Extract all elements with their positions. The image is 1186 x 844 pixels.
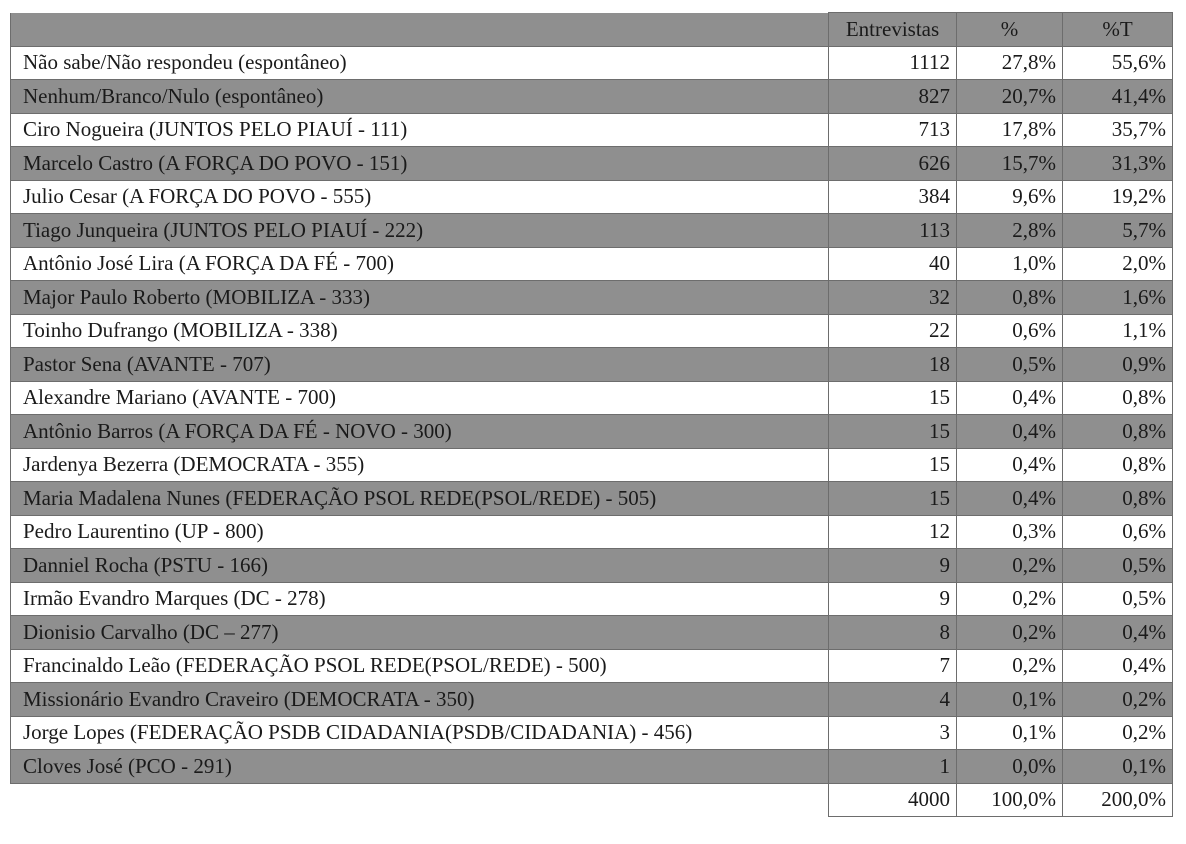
header-pct: % [957,13,1063,47]
table-row [11,549,1173,583]
candidate-name-cell: Pastor Sena (AVANTE - 707) [11,348,829,382]
table-row [11,582,1173,616]
pct-cell: 20,7% [957,80,1063,114]
candidate-name-cell: Major Paulo Roberto (MOBILIZA - 333) [11,281,829,315]
table-row [11,80,1173,114]
candidate-name-cell: Não sabe/Não respondeu (espontâneo) [11,46,829,80]
total-pct: 100,0% [957,783,1063,817]
candidate-name-cell: Irmão Evandro Marques (DC - 278) [11,582,829,616]
pct-t-cell: 0,8% [1063,415,1173,449]
candidate-name-cell: Jorge Lopes (FEDERAÇÃO PSDB CIDADANIA(PSDB/CIDADANIA) - 456) [11,716,829,750]
pct-t-cell: 2,0% [1063,247,1173,281]
pct-t-cell: 0,4% [1063,649,1173,683]
pct-t-cell: 0,5% [1063,582,1173,616]
pct-t-cell: 0,2% [1063,716,1173,750]
pct-cell: 17,8% [957,113,1063,147]
pct-t-cell: 0,2% [1063,683,1173,717]
entrevistas-cell: 9 [829,582,957,616]
pct-t-cell: 55,6% [1063,46,1173,80]
table-row [11,314,1173,348]
pct-t-cell: 31,3% [1063,147,1173,181]
pct-t-cell: 0,8% [1063,482,1173,516]
pct-cell: 1,0% [957,247,1063,281]
candidate-name-cell: Jardenya Bezerra (DEMOCRATA - 355) [11,448,829,482]
pct-cell: 0,2% [957,582,1063,616]
header-pct-t: %T [1063,13,1173,47]
pct-cell: 0,2% [957,649,1063,683]
entrevistas-cell: 22 [829,314,957,348]
table-row [11,113,1173,147]
table-row [11,46,1173,80]
pct-t-cell: 1,6% [1063,281,1173,315]
pct-t-cell: 19,2% [1063,180,1173,214]
pct-t-cell: 0,9% [1063,348,1173,382]
pct-cell: 0,3% [957,515,1063,549]
table-body [11,46,1173,783]
table-row [11,247,1173,281]
poll-results-document [10,12,1172,817]
candidate-name-cell: Cloves José (PCO - 291) [11,750,829,784]
entrevistas-cell: 713 [829,113,957,147]
table-row [11,649,1173,683]
pct-cell: 9,6% [957,180,1063,214]
candidate-name-cell: Julio Cesar (A FORÇA DO POVO - 555) [11,180,829,214]
table-row [11,448,1173,482]
entrevistas-cell: 626 [829,147,957,181]
pct-cell: 0,8% [957,281,1063,315]
table-row [11,716,1173,750]
table-row [11,683,1173,717]
pct-t-cell: 0,6% [1063,515,1173,549]
total-entrevistas: 4000 [829,783,957,817]
entrevistas-cell: 15 [829,415,957,449]
candidate-name-cell: Tiago Junqueira (JUNTOS PELO PIAUÍ - 222) [11,214,829,248]
table-header-row [11,13,1173,47]
entrevistas-cell: 8 [829,616,957,650]
entrevistas-cell: 113 [829,214,957,248]
table-row [11,381,1173,415]
candidate-name-cell: Pedro Laurentino (UP - 800) [11,515,829,549]
pct-cell: 15,7% [957,147,1063,181]
table-row [11,515,1173,549]
table-row [11,482,1173,516]
pct-cell: 2,8% [957,214,1063,248]
table-row [11,616,1173,650]
entrevistas-cell: 3 [829,716,957,750]
candidate-name-cell: Missionário Evandro Craveiro (DEMOCRATA - 350) [11,683,829,717]
entrevistas-cell: 15 [829,381,957,415]
candidate-name-cell: Danniel Rocha (PSTU - 166) [11,549,829,583]
table-row [11,415,1173,449]
entrevistas-cell: 1 [829,750,957,784]
candidate-name-cell: Francinaldo Leão (FEDERAÇÃO PSOL REDE(PSOL/REDE) - 500) [11,649,829,683]
candidate-name-cell: Dionisio Carvalho (DC – 277) [11,616,829,650]
pct-t-cell: 0,8% [1063,381,1173,415]
entrevistas-cell: 9 [829,549,957,583]
header-candidate [11,13,829,47]
pct-t-cell: 0,1% [1063,750,1173,784]
candidate-name-cell: Nenhum/Branco/Nulo (espontâneo) [11,80,829,114]
pct-cell: 0,2% [957,616,1063,650]
pct-cell: 0,4% [957,448,1063,482]
entrevistas-cell: 12 [829,515,957,549]
table-row [11,214,1173,248]
candidate-name-cell: Maria Madalena Nunes (FEDERAÇÃO PSOL REDE(PSOL/REDE) - 505) [11,482,829,516]
entrevistas-cell: 1112 [829,46,957,80]
pct-cell: 0,1% [957,683,1063,717]
candidate-name-cell: Alexandre Mariano (AVANTE - 700) [11,381,829,415]
pct-t-cell: 0,5% [1063,549,1173,583]
entrevistas-cell: 827 [829,80,957,114]
table-row [11,180,1173,214]
poll-results-table [10,12,1173,817]
table-row [11,281,1173,315]
header-entrevistas: Entrevistas [829,13,957,47]
entrevistas-cell: 32 [829,281,957,315]
pct-cell: 0,1% [957,716,1063,750]
pct-cell: 27,8% [957,46,1063,80]
pct-t-cell: 5,7% [1063,214,1173,248]
total-pct-t: 200,0% [1063,783,1173,817]
entrevistas-cell: 18 [829,348,957,382]
candidate-name-cell: Antônio José Lira (A FORÇA DA FÉ - 700) [11,247,829,281]
entrevistas-cell: 384 [829,180,957,214]
pct-t-cell: 1,1% [1063,314,1173,348]
pct-t-cell: 41,4% [1063,80,1173,114]
entrevistas-cell: 40 [829,247,957,281]
pct-cell: 0,0% [957,750,1063,784]
pct-cell: 0,4% [957,381,1063,415]
table-row [11,147,1173,181]
entrevistas-cell: 15 [829,482,957,516]
pct-cell: 0,4% [957,482,1063,516]
entrevistas-cell: 4 [829,683,957,717]
candidate-name-cell: Ciro Nogueira (JUNTOS PELO PIAUÍ - 111) [11,113,829,147]
pct-cell: 0,6% [957,314,1063,348]
candidate-name-cell: Antônio Barros (A FORÇA DA FÉ - NOVO - 300) [11,415,829,449]
candidate-name-cell: Toinho Dufrango (MOBILIZA - 338) [11,314,829,348]
entrevistas-cell: 7 [829,649,957,683]
pct-cell: 0,4% [957,415,1063,449]
table-row [11,348,1173,382]
candidate-name-cell: Marcelo Castro (A FORÇA DO POVO - 151) [11,147,829,181]
table-row [11,750,1173,784]
pct-cell: 0,2% [957,549,1063,583]
pct-t-cell: 0,4% [1063,616,1173,650]
total-row [11,783,1173,817]
total-label-cell [11,783,829,817]
pct-cell: 0,5% [957,348,1063,382]
pct-t-cell: 0,8% [1063,448,1173,482]
entrevistas-cell: 15 [829,448,957,482]
pct-t-cell: 35,7% [1063,113,1173,147]
